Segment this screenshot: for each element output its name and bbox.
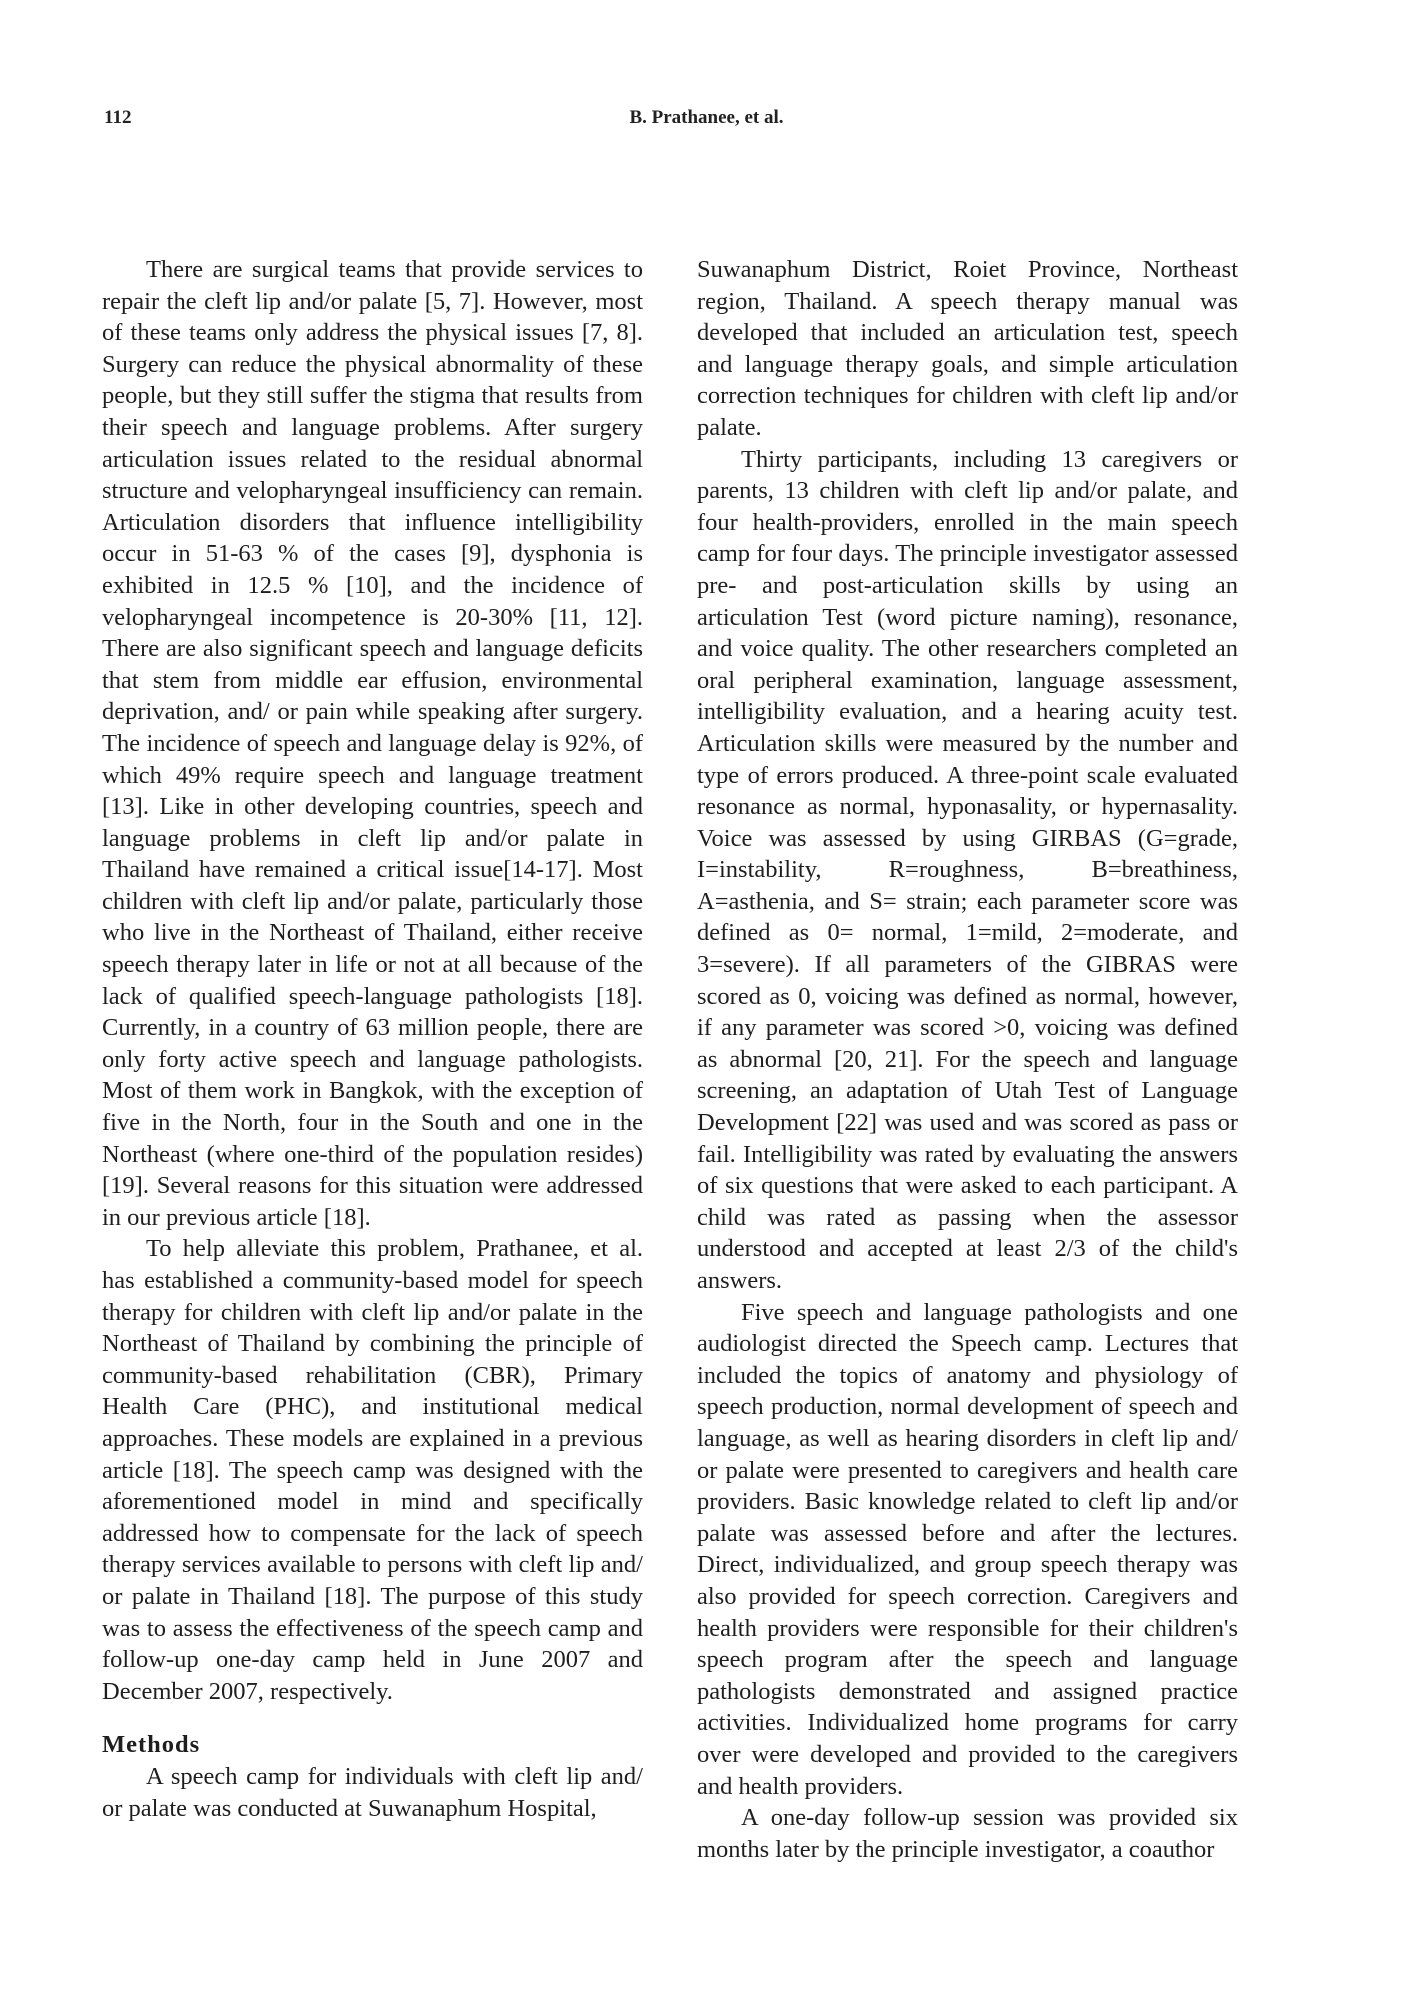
page-number: 112 [104, 107, 132, 128]
body-paragraph: A one-day follow-up session was provided six months later by the principle investigator, a coauthor [697, 1804, 1238, 1863]
left-column [102, 254, 643, 1824]
body-paragraph: To help alleviate this problem, Prathanee, et al. has established a community-based model for speech therapy for children with cleft lip and/or palate in the Northeast of Thailand by combining the principle of community-based rehabilitation (CBR), Primary Health Care (PHC), and institutional medical approaches. These models are explained in a previous article [18]. The speech camp was designed with the aforementioned model in mind and specifically addressed how to compensate for the lack of speech therapy services available to persons with cleft lip and/ or palate in Thailand [18]. The purpose of this study was to assess the effectiveness of the speech camp and follow-up one-day camp held in June 2007 and December 2007, respectively. [102, 1235, 643, 1705]
body-paragraph: Five speech and language pathologists and one audiologist directed the Speech camp. Lectures that included the topics of anatomy and physiology of speech production, normal development of speech and language, as well as hearing disorders in cleft lip and/ or palate were presented to caregivers and health care providers. Basic knowledge related to cleft lip and/or palate was assessed before and after the lectures. Direct, individualized, and group speech therapy was also provided for speech correction. Caregivers and health providers were responsible for their children's speech program after the speech and language pathologists demonstrated and assigned practice activities. Individualized home programs for carry over were developed and provided to the caregivers and health providers. [697, 1298, 1238, 1800]
right-column [697, 254, 1238, 1865]
body-paragraph-continuation: Suwanaphum District, Roiet Province, Northeast region, Thailand. A speech therapy manual was developed that included an articulation test, speech and language therapy goals, and simple articulation correction techniques for children with cleft lip and/or palate. [697, 256, 1238, 441]
body-paragraph: Thirty participants, including 13 caregivers or parents, 13 children with cleft lip and/or palate, and four health-providers, enrolled in the main speech camp for four days. The principle investigator assessed pre- and post-articulation skills by using an articulation Test (word picture naming), resonance, and voice quality. The other researchers completed an oral peripheral examination, language assessment, intelligibility evaluation, and a hearing acuity test. Articulation skills were measured by the number and type of errors produced. A three-point scale evaluated resonance as normal, hyponasality, or hypernasality. Voice was assessed by using GIRBAS (G=grade, I=instability, R=roughness, B=breathiness, A=asthenia, and S= strain; each parameter score was defined as 0= normal, 1=mild, 2=moderate, and 3=severe). If all parameters of the GIBRAS were scored as 0, voicing was defined as normal, however, if any parameter was scored >0, voicing was defined as abnormal [20, 21]. For the speech and language screening, an adaptation of Utah Test of Language Development [22] was used and was scored as pass or fail. Intelligibility was rated by evaluating the answers of six questions that were asked to each participant. A child was rated as passing when the assessor understood and accepted at least 2/3 of the child's answers. [697, 445, 1238, 1294]
running-head [0, 107, 1413, 135]
body-paragraph: There are surgical teams that provide services to repair the cleft lip and/or palate [5, 7]. However, most of these teams only address the physical issues [7, 8]. Surgery can reduce the physical abnormality of these people, but they still suffer the stigma that results from their speech and language problems. After surgery articulation issues related to the residual abnormal structure and velopharyngeal insufficiency can remain. Articulation disorders that influence intelligibility occur in 51-63 % of the cases [9], dysphonia is exhibited in 12.5 % [10], and the incidence of velopharyngeal incompetence is 20-30% [11, 12]. There are also significant speech and language deficits that stem from middle ear effusion, environmental deprivation, and/ or pain while speaking after surgery. The incidence of speech and language delay is 92%, of which 49% require speech and language treatment [13]. Like in other developing countries, speech and language problems in cleft lip and/or palate in Thailand have remained a critical issue[14-17]. Most children with cleft lip and/or palate, particularly those who live in the Northeast of Thailand, either receive speech therapy later in life or not at all because of the lack of qualified speech-language pathologists [18]. Currently, in a country of 63 million people, there are only forty active speech and language pathologists. Most of them work in Bangkok, with the exception of five in the North, four in the South and one in the Northeast (where one-third of the population resides) [19]. Several reasons for this situation were addressed in our previous article [18]. [102, 256, 643, 1231]
running-head-authors: B. Prathanee, et al. [629, 107, 784, 128]
section-heading-methods: Methods [102, 1731, 201, 1759]
body-paragraph: A speech camp for individuals with cleft lip and/ or palate was conducted at Suwanaphum Hospital, [102, 1762, 643, 1822]
